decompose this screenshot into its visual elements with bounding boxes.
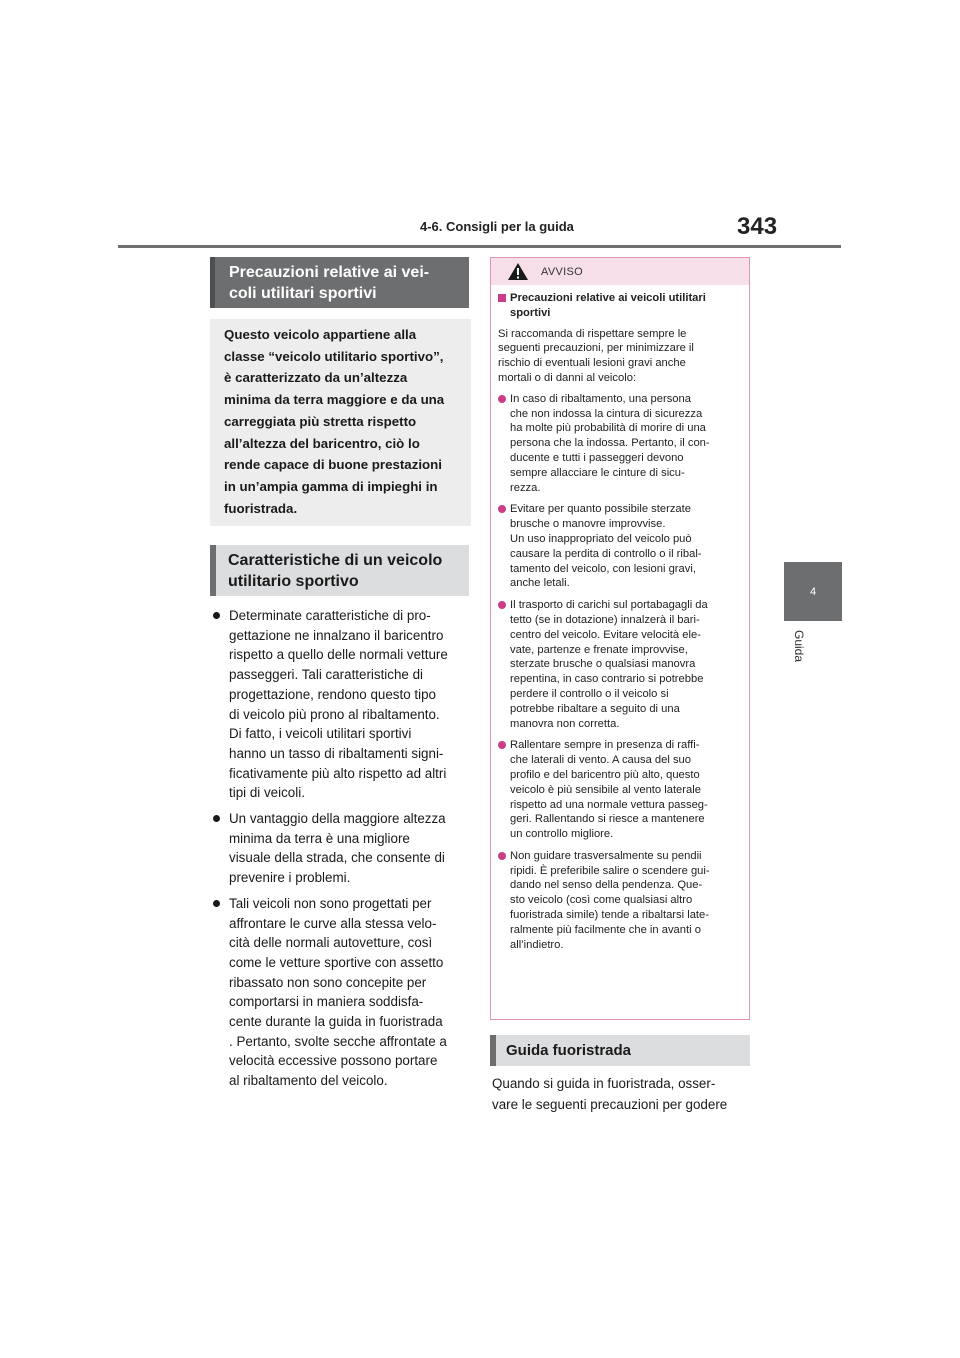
list-line: tipi di veicoli.: [229, 785, 305, 801]
intro-line: rende capace di buone prestazioni: [224, 457, 442, 473]
pink-bullet-icon: [498, 601, 506, 609]
header-rule: [118, 245, 841, 248]
heading-precautions-line: Precauzioni relative ai vei-: [229, 263, 430, 281]
warning-line: Rallentare sempre in presenza di raffi-: [510, 739, 700, 752]
heading-precautions: [210, 257, 469, 308]
list-item: [211, 606, 465, 803]
section-title: 4-6. Consigli per la guida: [420, 219, 574, 234]
warning-item: [498, 598, 741, 731]
warning-line: tetto (se in dotazione) innalzerà il bari-: [510, 613, 700, 626]
warning-line: un controllo migliore.: [510, 828, 614, 841]
warning-header: [491, 258, 749, 285]
intro-line: in un’ampia gamma di impieghi in: [224, 478, 438, 494]
heading-offroad: Guida fuoristrada: [490, 1035, 750, 1066]
offroad-line: vare le seguenti precauzioni per godere: [492, 1097, 728, 1112]
list-line: minima da terra è una migliore: [229, 830, 410, 846]
list-line: visuale della strada, che consente di: [229, 850, 445, 866]
pink-bullet-icon: [498, 852, 506, 860]
warning-intro-line: rischio di eventuali lesioni gravi anche: [498, 357, 686, 370]
heading-characteristics: [210, 545, 469, 596]
warning-line: tamento del veicolo, con lesioni gravi,: [510, 562, 696, 575]
warning-line: rezza.: [510, 481, 541, 494]
intro-line: è caratterizzato da un’altezza: [224, 370, 408, 386]
list-line: Determinate caratteristiche di pro-: [229, 608, 431, 623]
list-line: gettazione ne innalzano il baricentro: [229, 627, 444, 643]
warning-line: causare la perdita di controllo o il ribal-: [510, 547, 702, 560]
list-line: Un vantaggio della maggiore altezza: [229, 811, 446, 827]
warning-line: Evitare per quanto possibile sterzate: [510, 503, 691, 516]
warning-line: profilo e del baricentro più alto, questo: [510, 768, 700, 781]
intro-line: classe “veicolo utilitario sportivo”,: [224, 348, 444, 364]
bullet-dot-icon: [213, 900, 220, 907]
warning-line: ripidi. È preferibile salire o scendere gui-: [510, 864, 710, 877]
warning-line: persona che la indossa. Pertanto, il con-: [510, 437, 710, 450]
list-line: rispetto a quello delle normali vetture: [229, 647, 448, 663]
warning-line: centro del veicolo. Evitare velocità ele-: [510, 628, 701, 641]
warning-line: dando nel senso della pendenza. Que-: [510, 879, 703, 892]
warning-triangle-icon: [507, 262, 529, 281]
chapter-label: Guida: [792, 630, 806, 663]
intro-box: [210, 319, 471, 526]
page-number: 343: [737, 213, 778, 240]
list-line: Tali veicoli non sono progettati per: [229, 895, 432, 911]
list-line: . Pertanto, svolte secche affrontate a: [229, 1033, 447, 1049]
list-line: Di fatto, i veicoli utilitari sportivi: [229, 726, 412, 742]
heading-characteristics-line: utilitario sportivo: [228, 572, 359, 590]
warning-line: perdere il controllo o il veicolo si: [510, 687, 669, 700]
warning-line: fuoristrada simile) tende a ribaltarsi late-: [510, 909, 709, 922]
warning-line: ralmente più facilmente che in avanti o: [510, 923, 701, 936]
list-line: al ribaltamento del veicolo.: [229, 1073, 388, 1089]
warning-body: [491, 285, 749, 952]
list-line: cente durante la guida in fuoristrada: [229, 1014, 443, 1030]
characteristics-list: [211, 606, 465, 1097]
warning-intro: [498, 327, 741, 386]
warning-line: all’indietro.: [510, 938, 564, 951]
warning-line: veicolo è più sensibile al vento laterale: [510, 783, 701, 796]
warning-line: sterzate brusche o qualsiasi manovra: [510, 658, 696, 671]
warning-intro-line: seguenti precauzioni, per minimizzare il: [498, 342, 694, 355]
warning-line: ha molte più probabilità di morire di una: [510, 422, 706, 435]
warning-line: manovra non corretta.: [510, 717, 620, 730]
list-line: affrontare le curve alla stessa velo-: [229, 915, 437, 931]
warning-line: sempre allacciare le cinture di sicu-: [510, 466, 685, 479]
list-line: passeggeri. Tali caratteristiche di: [229, 667, 424, 683]
intro-line: minima da terra maggiore e da una: [224, 392, 445, 408]
chapter-tab: 4: [784, 562, 842, 621]
pink-bullet-icon: [498, 505, 506, 513]
list-line: prevenire i problemi.: [229, 870, 351, 886]
warning-line: potrebbe ribaltare a seguito di una: [510, 702, 680, 715]
warning-item: [498, 392, 741, 496]
warning-line: In caso di ribaltamento, una persona: [510, 392, 691, 405]
pink-bullet-icon: [498, 741, 506, 749]
warning-line: che laterali di vento. A causa del suo: [510, 754, 691, 767]
warning-intro-line: Si raccomanda di rispettare sempre le: [498, 327, 687, 340]
warning-line: brusche o manovre improvvise.: [510, 518, 666, 531]
warning-line: sto veicolo (così come qualsiasi altro: [510, 894, 693, 907]
warning-line: che non indossa la cintura di sicurezza: [510, 407, 703, 420]
warning-line: Un uso inappropriato del veicolo può: [510, 532, 692, 545]
heading-characteristics-line: Caratteristiche di un veicolo: [228, 551, 443, 569]
warning-item: [498, 849, 741, 953]
list-line: di veicolo più prono al ribaltamento.: [229, 706, 440, 722]
list-line: come le vetture sportive con assetto: [229, 954, 444, 970]
list-item: [211, 894, 465, 1091]
offroad-line: Quando si guida in fuoristrada, osser-: [492, 1076, 716, 1091]
list-line: ficativamente più alto rispetto ad altri: [229, 765, 447, 781]
heading-precautions-line: coli utilitari sportivi: [229, 284, 377, 302]
warning-item: [498, 738, 741, 842]
intro-line: fuoristrada.: [224, 500, 298, 516]
warning-line: geri. Rallentando si riesce a mantenere: [510, 813, 705, 826]
intro-line: all’altezza del baricentro, ciò lo: [224, 435, 420, 451]
warning-subtitle-line: sportivi: [510, 306, 551, 319]
warning-line: vate, partenze e frenate improvvise,: [510, 643, 688, 656]
warning-intro-line: mortali o di danni al veicolo:: [498, 371, 637, 384]
intro-line: carreggiata più stretta rispetto: [224, 413, 417, 429]
offroad-text: [492, 1073, 750, 1115]
list-line: velocità eccessive possono portare: [229, 1053, 438, 1069]
list-line: progettazione, rendono questo tipo: [229, 686, 436, 702]
bullet-dot-icon: [213, 815, 220, 822]
warning-box: [490, 257, 750, 1020]
warning-line: rispetto ad una normale vettura passeg-: [510, 798, 708, 811]
warning-line: Il trasporto di carichi sul portabagagli da: [510, 599, 708, 612]
warning-line: ducente e tutti i passeggeri devono: [510, 451, 684, 464]
pink-bullet-icon: [498, 395, 506, 403]
list-line: cità delle normali autovetture, così: [229, 935, 433, 951]
list-line: comportarsi in maniera soddisfa-: [229, 994, 424, 1010]
warning-subtitle-line: Precauzioni relative ai veicoli utilitari: [510, 292, 706, 304]
intro-line: Questo veicolo appartiene alla: [224, 327, 417, 342]
list-line: hanno un tasso di ribaltamenti signi-: [229, 745, 444, 761]
square-bullet-icon: [498, 294, 506, 302]
warning-subtitle: [498, 291, 741, 321]
list-item: [211, 809, 465, 888]
list-line: ribassato non sono concepite per: [229, 974, 427, 990]
warning-title: AVVISO: [541, 266, 583, 278]
warning-line: Non guidare trasversalmente su pendii: [510, 849, 702, 862]
warning-item: [498, 502, 741, 591]
bullet-dot-icon: [213, 612, 220, 619]
warning-line: repentina, in caso contrario si potrebbe: [510, 673, 704, 686]
warning-line: anche letali.: [510, 577, 570, 590]
